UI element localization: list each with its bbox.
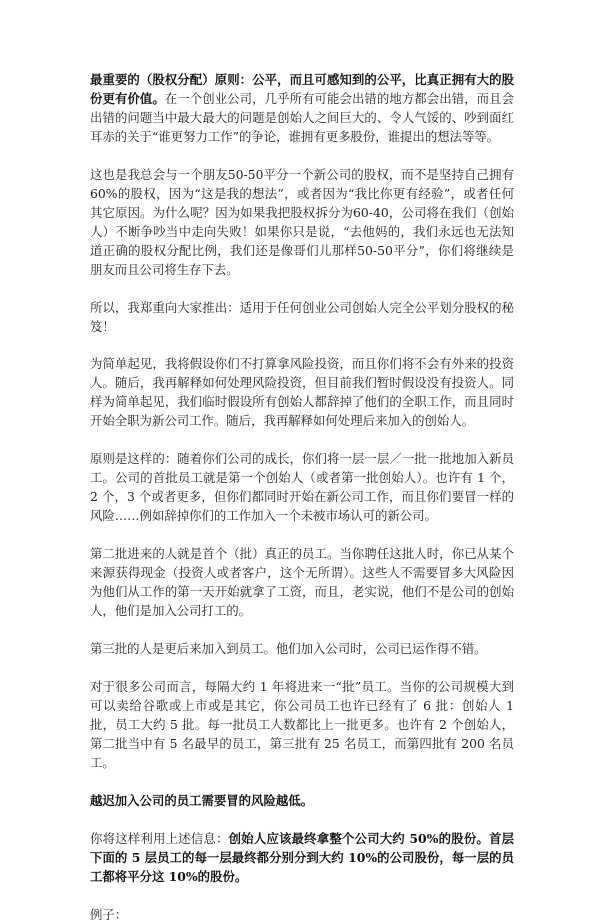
- principle-text: 在一个创业公司，几乎所有可能会出错的地方都会出错，而且会出错的问题当中最大最大的问题是创始人之间巨大的、令人气馁的、吵到面红耳赤的关于“谁更努力工作”的争论，谁拥有更多股份，谁提出的想法等等。: [90, 91, 515, 144]
- paragraph-third-layer: 第三批的人是更后来加入到员工。他们加入公司时，公司已运作得不错。: [90, 641, 487, 656]
- paragraph-principle: [90, 70, 514, 146]
- paragraph-secret: 所以，我郑重向大家推出：适用于任何创业公司创始人完全公平划分股权的秘笈！: [90, 300, 514, 334]
- paragraph-split-example: 这也是我总会与一个朋友50-50平分一个新公司的股权，而不是坚持自己拥有60%的股权，因为“这是我的想法”，或者因为“我比你更有经验”，或者任何其它原因。为什么呢？因为如果我把股权拆分为60-40，公司将在我们（创始人）不断争吵当中走向失败！如果你只是说，“去他妈的，我们永远也无法知道正确的股权分配比例，我们还是像哥们儿那样50-50平分”，你们将继续是朋友而且公司将生存下去。: [90, 167, 514, 277]
- rule-bold: 创始人应该最终拿整个公司大约 50%的股份。首层下面的 5 层员工的每一层最终都分别分到大约 10%的公司股份，每一层的员工都将平分这 10%的股份。: [90, 831, 515, 884]
- principle-heading: 最重要的（股权分配）原则：公平，而且可感知到的公平，比真正拥有大的股份更有价值。: [90, 72, 514, 106]
- paragraph-layers: 原则是这样的：随着你们公司的成长，你们将一层一层／一批一批地加入新员工。公司的首批员工就是第一个创始人（或者第一批创始人）。也许有 1 个，2 个，3 个或者更多，但你们都同时开始在新公司工作，而且你们要冒一样的风险……例如辞掉你们的工作加入一个未被市场认可的新公司。: [90, 451, 514, 523]
- rule-intro: 你将这样利用上述信息：: [90, 831, 229, 846]
- paragraph-risk: 越迟加入公司的员工需要冒的风险越低。: [90, 793, 314, 808]
- paragraph-layer-growth: 对于很多公司而言，每隔大约 1 年将进来一“批”员工。当你的公司规模大到可以卖给谷歌或上市或是其它，你公司员工也许已经有了 6 批：创始人 1 批，员工大约 5 批。每一批员工人数都比上一批更多。也许有 2 个创始人，第二批当中有 5 名最早的员工，第三批有 25 名员工，而第四批有 200 名员工。: [90, 679, 514, 770]
- paragraph-second-layer: 第二批进来的人就是首个（批）真正的员工。当你聘任这批人时，你已从某个来源获得现金（投资人或者客户，这个无所谓）。这些人不需要冒多大风险因为他们从工作的第一天开始就拿了工资，而且，老实说，他们不是公司的创始人，他们是加入公司打工的。: [90, 546, 514, 618]
- paragraph-rule: [90, 829, 514, 886]
- paragraph-assumptions: 为简单起见，我将假设你们不打算拿风险投资，而且你们将不会有外来的投资人。随后，我再解释如何处理风险投资，但目前我们暂时假设没有投资人。同样为简单起见，我们临时假设所有创始人都辞掉了他们的全职工作，而且同时开始全职为新公司工作。随后，我再解释如何处理后来加入的创始人。: [90, 356, 514, 428]
- paragraph-example-label: 例子：: [90, 907, 128, 922]
